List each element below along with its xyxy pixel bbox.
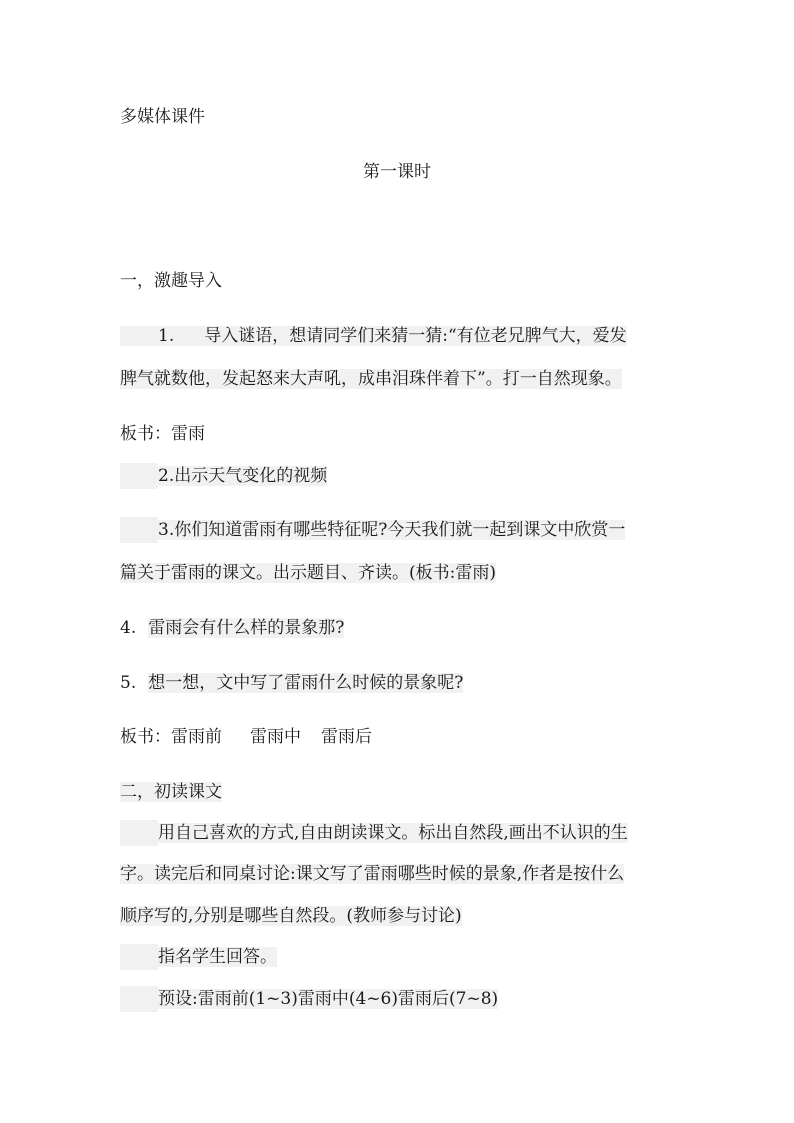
item1-text: 导入谜语，想请同学们来猜一猜:“有位老兄脾气大，爱发: [204, 326, 627, 346]
board1-label: 板书：: [120, 424, 171, 444]
s2-para2-line: [120, 944, 277, 970]
item1-number: 1.: [158, 326, 175, 346]
item3-line1: [120, 517, 625, 543]
item1-line1: [120, 323, 627, 349]
board2: [120, 724, 372, 750]
indent: [120, 463, 158, 489]
indent: [120, 323, 158, 349]
board2-part-during: 雷雨中: [250, 727, 301, 747]
item3-text-cont: 篇关于雷雨的课文。出示题目、齐读。(板书:雷雨): [120, 563, 496, 583]
indent: [120, 986, 158, 1012]
item5-text: 想一想，文中写了雷雨什么时候的景象呢?: [148, 673, 464, 693]
item2-line: [120, 463, 327, 489]
lesson-title: 第一课时: [363, 162, 431, 182]
s2-para1-text-cont: 字。读完后和同桌讨论:课文写了雷雨哪些时候的景象,作者是按什么: [120, 864, 625, 884]
item3-line2: [120, 560, 496, 586]
item1-line2: [120, 366, 622, 392]
item5-line: [120, 670, 463, 696]
board1-value: 雷雨: [171, 424, 205, 444]
board2-label: 板书：: [120, 727, 171, 747]
board2-part-after: 雷雨后: [321, 727, 372, 747]
item3-text: 3.你们知道雷雨有哪些特征呢?今天我们就一起到课文中欣赏一: [158, 520, 626, 540]
indent: [120, 517, 158, 543]
s2-para1-line2: [120, 861, 624, 887]
item4-line: [120, 615, 344, 641]
s2-para2-text: 指名学生回答。: [158, 947, 277, 967]
section2-heading: [120, 779, 222, 805]
s2-para3-line: [120, 986, 498, 1012]
board1: [120, 421, 205, 447]
item1-block: [120, 326, 627, 346]
section2-heading-text: 二，初读课文: [120, 782, 222, 802]
item5-number: 5.: [120, 673, 137, 693]
section1-heading: 一，激趣导入: [120, 271, 222, 291]
s2-para1-text: 用自己喜欢的方式,自由朗读课文。标出自然段,画出不认识的生: [158, 823, 628, 843]
s2-para1-line1: [120, 820, 628, 846]
s2-para3-text: 预设:雷雨前(1~3)雷雨中(4~6)雷雨后(7~8): [158, 989, 499, 1009]
indent: [120, 944, 158, 970]
s2-para1-line3: [120, 903, 462, 929]
s2-para1-text-end: 顺序写的,分别是哪些自然段。(教师参与讨论): [120, 906, 462, 926]
board2-part-before: 雷雨前: [171, 727, 222, 747]
item1-text-cont: 脾气就数他，发起怒来大声吼，成串泪珠伴着下”。打一自然现象。: [120, 369, 622, 389]
item4-text: 雷雨会有什么样的景象那?: [148, 618, 345, 638]
indent: [120, 820, 158, 846]
item2-text: 2.出示天气变化的视频: [158, 466, 328, 486]
item4-number: 4.: [120, 618, 137, 638]
top-label: 多媒体课件: [120, 107, 205, 127]
